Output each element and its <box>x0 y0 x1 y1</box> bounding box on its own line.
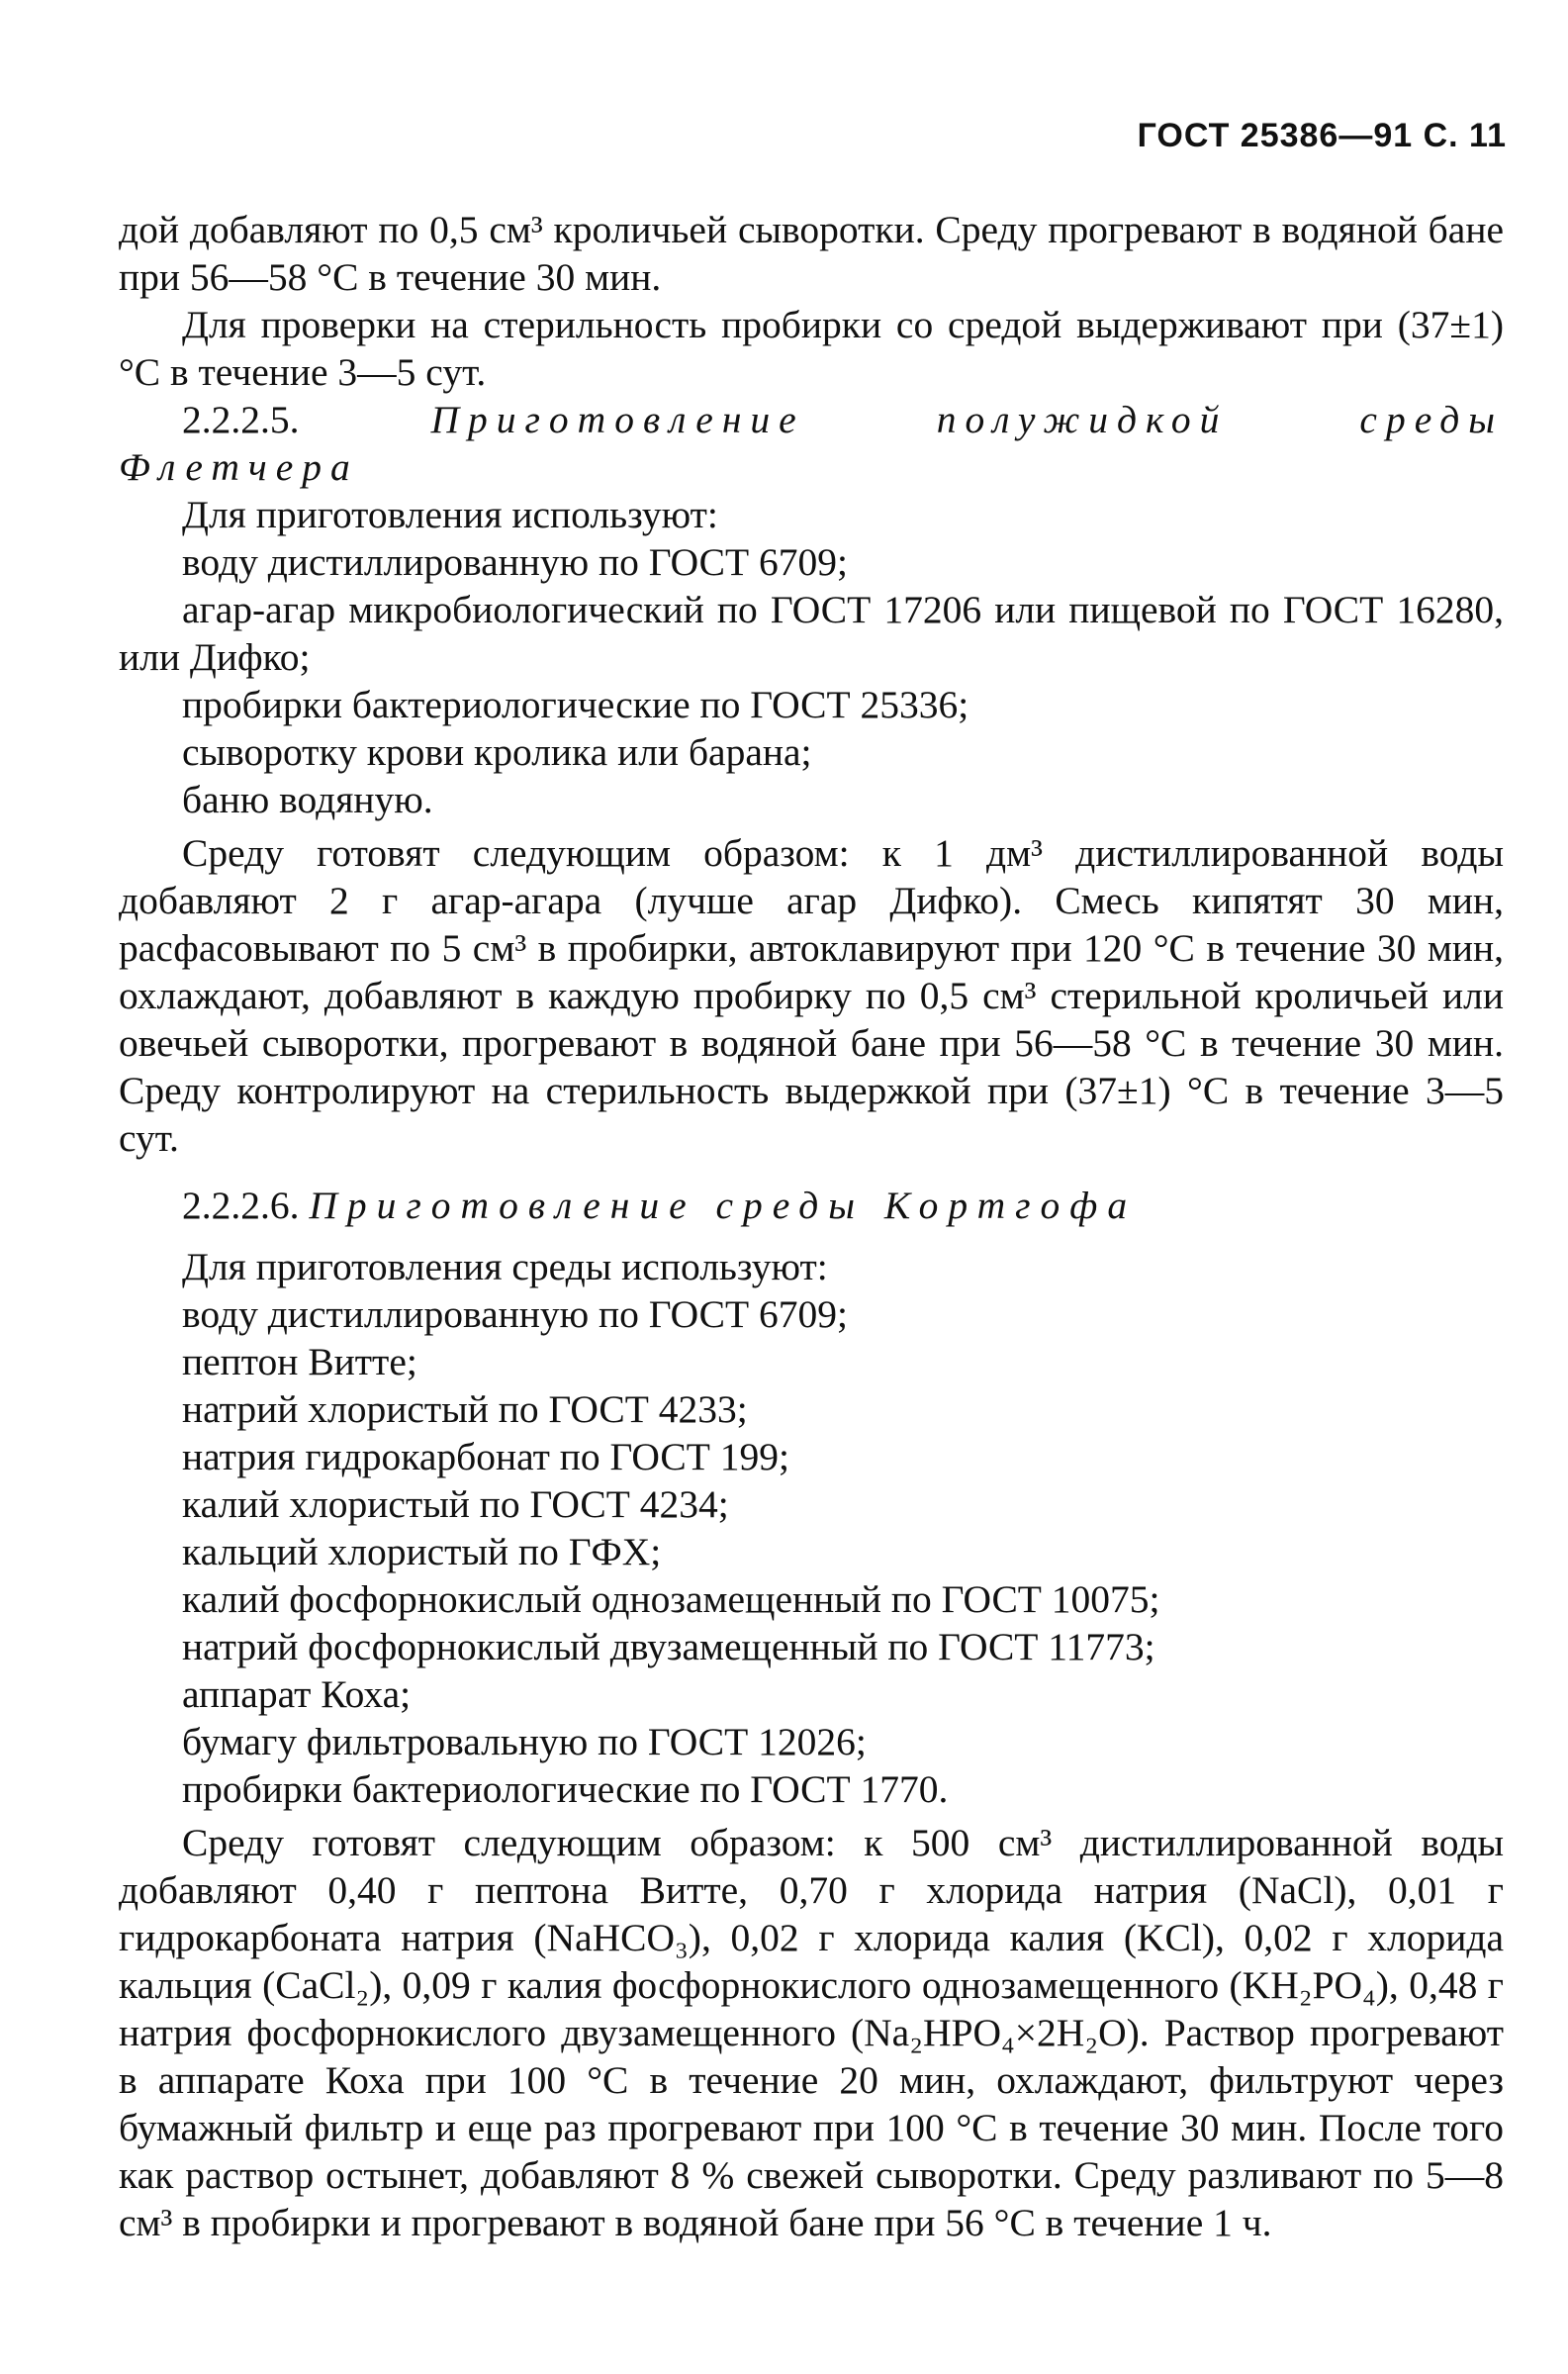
list-item: натрий фосфорнокислый двузамещенный по ГОСТ 11773; <box>182 1625 1155 1668</box>
paragraph-procedure: Среду готовят следующим образом: к 500 см³ дистиллированной воды добавляют 0,40 г пептона Витте, 0,70 г хлорида натрия (NaCl), 0,01 г гидрокарбоната натрия (NaHCO₃), 0,02 г хлорида калия (KCl), 0,02 г хлорида кальция (CaCl₂), 0,09 г калия фосфорнокислого однозамещенного (KH₂PO₄), 0,48 г натрия фосфорнокислого двузамещенного (Na₂HPO₄×2H₂O). Раствор прогревают в аппарате Коха при 100 °С в течение 20 мин, охлаждают, фильтруют через бумажный фильтр и еще раз прогревают при 100 °С в течение 30 мин. После того как раствор остынет, добавляют 8 % свежей сыворотки. Среду разливают по 5—8 см³ в пробирки и прогревают в водяной бане при 56 °С в течение 1 ч. <box>119 1821 1504 2244</box>
list-item: воду дистиллированную по ГОСТ 6709; <box>182 1292 848 1336</box>
section-heading-2-2-2-6 <box>119 1182 1504 1229</box>
list-item: пептон Витте; <box>182 1340 417 1383</box>
paragraph-sterility-check: Для проверки на стерильность пробирки со средой выдерживают при (37±1) °С в течение 3—5 сут. <box>119 303 1504 394</box>
list-item: пробирки бактериологические по ГОСТ 25336; <box>182 683 969 726</box>
list-item: калий фосфорнокислый однозамещенный по ГОСТ 10075; <box>182 1577 1160 1621</box>
list-item: натрий хлористый по ГОСТ 4233; <box>182 1387 748 1431</box>
page-header: ГОСТ 25386—91 С. 11 <box>1137 117 1507 154</box>
section-intro: Для приготовления среды используют: <box>182 1245 828 1288</box>
section-intro: Для приготовления используют: <box>182 493 718 536</box>
list-item: воду дистиллированную по ГОСТ 6709; <box>182 540 848 584</box>
section-title-word-1: Приготовление <box>430 398 805 441</box>
section-heading-2-2-2-5 <box>119 396 1504 443</box>
list-item: сыворотку крови кролика или барана; <box>182 730 812 774</box>
list-item: бумагу фильтровальную по ГОСТ 12026; <box>182 1720 867 1763</box>
section-title: Приготовление среды Кортгофа <box>309 1184 1138 1227</box>
list-item: пробирки бактериологические по ГОСТ 1770. <box>182 1767 949 1811</box>
list-item: баню водяную. <box>182 778 433 821</box>
list-item: калий хлористый по ГОСТ 4234; <box>182 1482 729 1526</box>
section-number: 2.2.2.5. <box>182 398 300 441</box>
list-item: аппарат Коха; <box>182 1672 412 1716</box>
list-item: натрия гидрокарбонат по ГОСТ 199; <box>182 1435 789 1478</box>
list-item: агар-агар микробиологический по ГОСТ 17206 или пищевой по ГОСТ 16280, или Дифко; <box>119 588 1504 679</box>
section-title-word-2: полужидкой <box>936 398 1229 441</box>
paragraph-continuation: дой добавляют по 0,5 см³ кроличьей сыворотки. Среду прогревают в водяной бане при 56—58 °С в течение 30 мин. <box>119 208 1504 299</box>
section-title-word-3: среды <box>1359 398 1504 441</box>
paragraph-procedure: Среду готовят следующим образом: к 1 дм³ дистиллированной воды добавляют 2 г агар-агара (лучше агар Дифко). Смесь кипятят 30 мин, расфасовывают по 5 см³ в пробирки, автоклавируют при 120 °С в течение 30 мин, охлаждают, добавляют в каждую пробирку по 0,5 см³ стерильной кроличьей или овечьей сыворотки, прогревают в водяной бане при 56—58 °С в течение 30 мин. Среду контролируют на стерильность выдержкой при (37±1) °С в течение 3—5 сут. <box>119 831 1504 1160</box>
document-body <box>119 117 1504 2246</box>
section-title-word-4: Флетчера <box>119 445 359 489</box>
section-number: 2.2.2.6. <box>182 1184 300 1227</box>
list-item: кальций хлористый по ГФХ; <box>182 1530 662 1573</box>
